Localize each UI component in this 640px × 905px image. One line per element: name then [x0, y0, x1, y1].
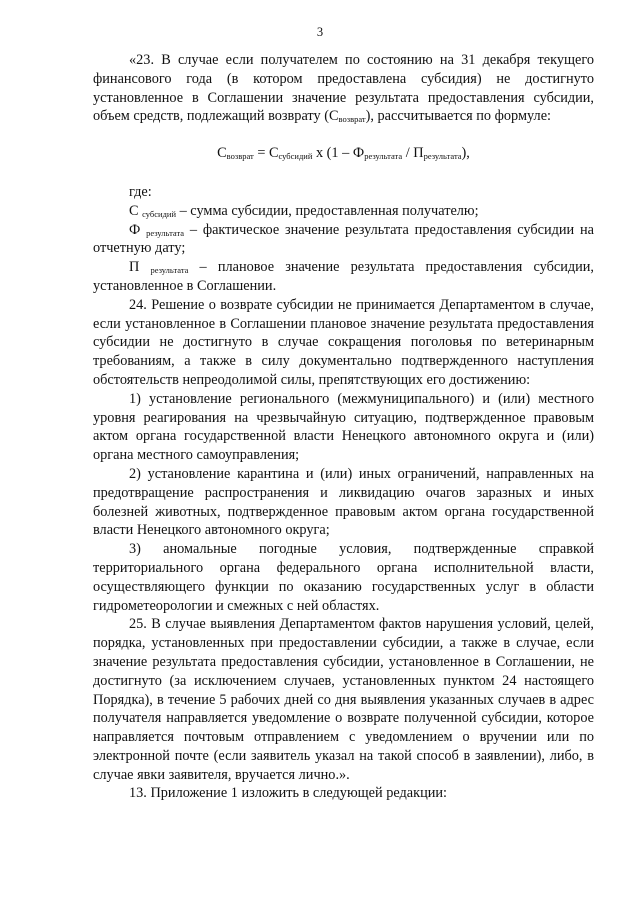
where-label: где:: [129, 183, 152, 200]
formula-equals: = С: [253, 145, 279, 162]
definition-p-symbol: П: [129, 259, 140, 276]
document-body: [93, 51, 594, 803]
paragraph-13: 13. Приложение 1 изложить в следующей редакции:: [129, 785, 448, 802]
paragraph-23-end: ), рассчитывается по формуле:: [365, 108, 552, 125]
formula-c-symbol: С: [217, 145, 227, 162]
paragraph-24-item-3: 3) аномальные погодные условия, подтвержденные справкой территориального органа федерального органа исполнительной власти, осуществляющего функции по оказанию государственных услуг в области гидрометеорологии и смежных с ней областях.: [93, 541, 594, 614]
definition-f-subscript: результата: [146, 227, 185, 238]
definition-f: [93, 221, 594, 259]
formula-end: ),: [461, 145, 470, 162]
definition-f-symbol: Ф: [129, 221, 141, 238]
paragraph-24-item-1: 1) установление регионального (межмуниципального) и (или) местного уровня реагирования на чрезвычайную ситуацию, подтвержденное правовым актом органа государственной власти Ненецкого автономного округа и (или) органа местного самоуправления;: [93, 390, 594, 464]
definition-c-symbol: С: [129, 202, 139, 219]
formula-c-subscript: возврат: [226, 151, 254, 162]
paragraph-25: 25. В случае выявления Департаментом фактов нарушения условий, целей, порядка, установленных при предоставлении субсидии, а также в случае, если значение результата предоставления субсидии, установленное в Соглашении, не достигнуто (за исключением случаев, установленных пунктом 24 настоящего Порядка), в течение 5 рабочих дней со дня выявления указанных случаев в адрес получателя направляется уведомление о возврате полученной субсидии, которое направляется почтовым отправлением с уведомлением о вручении или по электронной почте (если заявитель указал на такой способ в заявлении), либо, в случае явки заявителя, вручается лично.».: [93, 616, 594, 783]
paragraph-24-item-2: 2) установление карантина и (или) иных ограничений, направленных на предотвращение распространения и ликвидацию очагов заразных и иных болезней животных, подтвержденное правовым актом органа государственной власти Ненецкого автономного округа;: [93, 465, 594, 539]
definition-c-subscript: субсидий: [142, 208, 176, 219]
formula-f-subscript: результата: [364, 151, 403, 162]
formula-subsidy-subscript: субсидий: [278, 151, 313, 162]
page-number: 3: [316, 25, 324, 39]
paragraph-23-text: «23. В случае если получателем по состоянию на 31 декабря текущего финансового года (в котором предоставлена субсидия) не достигнуто установленное в Соглашении значение результата предоставления субсидии, объем средств, подлежащий возврату (С: [93, 52, 594, 125]
definition-c-text: – сумма субсидии, предоставленная получателю;: [176, 202, 479, 219]
paragraph-24: 24. Решение о возврате субсидии не принимается Департаментом в случае, если установленное в Соглашении плановое значение результата предоставления субсидии не достигнуто в случае сокращения поголовья по ветеринарным требованиям, а также в силу документально подтвержденного наступления обстоятельств непреодолимой силы, препятствующих его достижению:: [93, 296, 594, 388]
definition-c: [93, 202, 594, 221]
definition-p-text: – плановое значение результата предоставления субсидии, установленное в Соглашении.: [93, 259, 594, 294]
definition-f-text: – фактическое значение результата предоставления субсидии на отчетную дату;: [93, 221, 595, 257]
formula: [93, 144, 594, 163]
formula-divide: / П: [402, 145, 424, 162]
paragraph-23-subscript: возврат: [338, 114, 366, 125]
paragraph-23: [93, 51, 594, 126]
formula-p-subscript: результата: [423, 151, 462, 162]
definition-p: [93, 258, 594, 296]
definition-p-subscript: результата: [150, 265, 189, 276]
formula-multiplier: х (1 – Ф: [312, 145, 365, 162]
